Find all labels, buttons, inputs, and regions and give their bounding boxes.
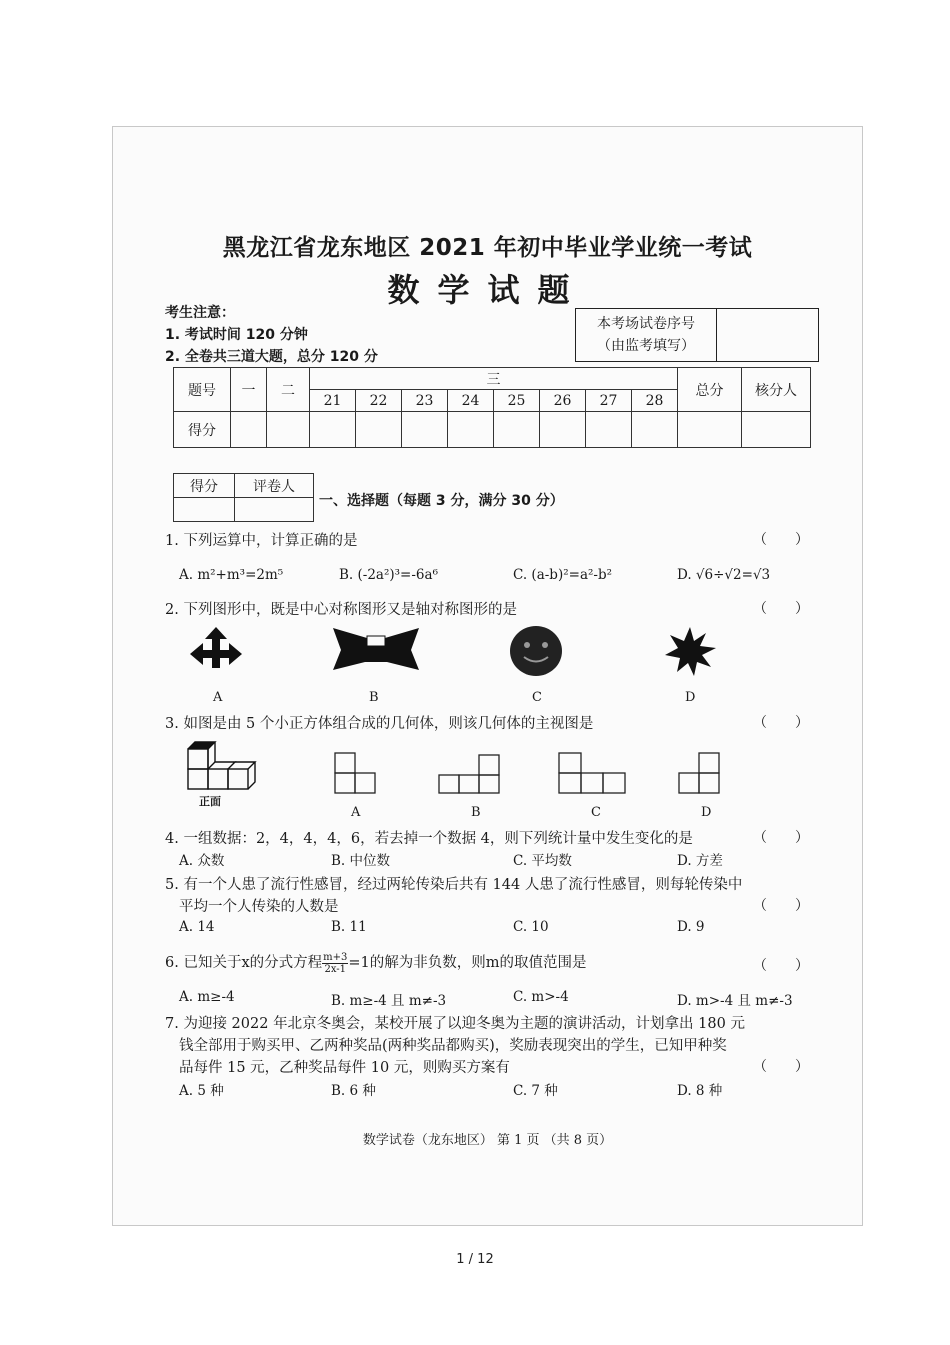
- question-stem: 3. 如图是由 5 个小正方体组合成的几何体，则该几何体的主视图是: [165, 716, 594, 732]
- figure-label: B: [471, 805, 481, 820]
- seat-number-box: [575, 308, 819, 362]
- table-header-cell: 27: [586, 390, 632, 412]
- table-header-cell: 28: [632, 390, 678, 412]
- table-header-cell: 三: [310, 368, 678, 390]
- option-c: C. (a-b)²=a²-b²: [513, 567, 613, 583]
- figure-label: D: [685, 690, 696, 705]
- bow-ribbon-figure: [331, 624, 421, 676]
- answer-bracket: （ ）: [753, 1059, 809, 1075]
- grader-reviewer-label: 评卷人: [235, 474, 314, 498]
- score-cell: [356, 412, 402, 448]
- view-option-b-figure: [437, 751, 507, 795]
- score-cell: [494, 412, 540, 448]
- option-b: B. m≥-4 且 m≠-3: [331, 993, 447, 1009]
- option-b: B. 中位数: [331, 853, 391, 869]
- option-a: A. m²+m³=2m⁵: [179, 567, 284, 583]
- option-d: D. m>-4 且 m≠-3: [677, 993, 793, 1009]
- grader-reviewer-cell: [235, 498, 314, 522]
- figure-label: A: [351, 805, 361, 820]
- table-header-cell: 题号: [174, 368, 231, 412]
- subject-title: 数学试题: [387, 271, 588, 309]
- score-cell: [267, 412, 310, 448]
- table-header-cell: 24: [448, 390, 494, 412]
- table-header-cell: 23: [402, 390, 448, 412]
- table-header-cell: 21: [310, 390, 356, 412]
- cube-solid-figure: [185, 737, 277, 797]
- table-row-label: 得分: [174, 412, 231, 448]
- notice-item: 1. 考试时间 120 分钟: [165, 327, 308, 343]
- score-cell: [678, 412, 742, 448]
- seat-number-label: 本考场试卷序号 （由监考填写）: [576, 309, 717, 361]
- score-cell: [632, 412, 678, 448]
- question-stem: 5. 有一个人患了流行性感冒，经过两轮传染后共有 144 人患了流行性感冒，则每轮传染中: [165, 877, 743, 893]
- page-indicator: 1 / 12: [456, 1252, 494, 1267]
- figure-label: B: [369, 690, 379, 705]
- table-header-cell: 22: [356, 390, 402, 412]
- answer-bracket: （ ）: [753, 715, 809, 731]
- score-cell: [231, 412, 267, 448]
- option-d: D. 8 种: [677, 1083, 723, 1099]
- score-cell: [448, 412, 494, 448]
- option-c: C. 10: [513, 919, 549, 935]
- option-d: D. 9: [677, 919, 705, 935]
- option-a: A. 5 种: [179, 1083, 224, 1099]
- exam-title: 黑龙江省龙东地区 2021 年初中毕业学业统一考试: [222, 235, 753, 261]
- page-footer: 数学试卷（龙东地区） 第 1 页 （共 8 页）: [362, 1133, 613, 1148]
- fraction: $\frac{m+3}{2x-1}$: [323, 951, 348, 975]
- figure-label: D: [701, 805, 712, 820]
- answer-bracket: （ ）: [753, 601, 809, 617]
- option-a: A. 14: [179, 919, 215, 935]
- notice-heading: 考生注意：: [165, 305, 235, 321]
- figure-label: A: [213, 690, 223, 705]
- option-b: B. (-2a²)³=-6a⁶: [339, 567, 438, 583]
- answer-bracket: （ ）: [753, 958, 809, 974]
- score-table: [173, 367, 811, 448]
- notice-item: 2. 全卷共三道大题，总分 120 分: [165, 349, 378, 365]
- score-cell: [310, 412, 356, 448]
- question-stem-cont: 钱全部用于购买甲、乙两种奖品(两种奖品都购买)，奖励表现突出的学生，已知甲种奖: [179, 1038, 727, 1054]
- table-header-cell: 26: [540, 390, 586, 412]
- option-c: C. 7 种: [513, 1083, 558, 1099]
- score-cell: [540, 412, 586, 448]
- grader-box: [173, 473, 314, 522]
- answer-bracket: （ ）: [753, 532, 809, 548]
- grader-score-label: 得分: [174, 474, 235, 498]
- option-b: B. 11: [331, 919, 367, 935]
- answer-bracket: （ ）: [753, 898, 809, 914]
- grader-score-cell: [174, 498, 235, 522]
- option-a: A. 众数: [179, 853, 225, 869]
- table-header-cell: 一: [231, 368, 267, 412]
- table-header-cell: 25: [494, 390, 540, 412]
- star-burst-figure: [661, 624, 719, 678]
- arrow-cross-figure: [185, 624, 247, 680]
- question-stem: 1. 下列运算中，计算正确的是: [165, 533, 358, 549]
- section-heading: 一、选择题（每题 3 分，满分 30 分）: [319, 493, 564, 509]
- question-stem: 7. 为迎接 2022 年北京冬奥会，某校开展了以迎冬奥为主题的演讲活动，计划拿出 180 元: [165, 1016, 745, 1032]
- table-header-cell: 二: [267, 368, 310, 412]
- question-stem: 2. 下列图形中，既是中心对称图形又是轴对称图形的是: [165, 602, 517, 618]
- question-stem-cont: 平均一个人传染的人数是: [179, 899, 339, 915]
- score-cell: [586, 412, 632, 448]
- question-stem-cont: 品每件 15 元，乙种奖品每件 10 元，则购买方案有: [179, 1060, 510, 1076]
- figure-label: C: [591, 805, 601, 820]
- question-stem: 4. 一组数据：2，4，4，4，6，若去掉一个数据 4，则下列统计量中发生变化的是: [165, 831, 693, 847]
- option-d: D. √6÷√2=√3: [677, 567, 771, 583]
- answer-bracket: （ ）: [753, 830, 809, 846]
- view-option-a-figure: [333, 751, 383, 795]
- exam-page: [112, 126, 863, 1226]
- table-header-cell: 核分人: [742, 368, 811, 412]
- view-option-c-figure: [557, 751, 629, 795]
- option-b: B. 6 种: [331, 1083, 376, 1099]
- view-option-d-figure: [677, 751, 727, 795]
- option-a: A. m≥-4: [179, 989, 235, 1005]
- score-cell: [742, 412, 811, 448]
- option-c: C. m>-4: [513, 989, 569, 1005]
- option-d: D. 方差: [677, 853, 723, 869]
- score-cell: [402, 412, 448, 448]
- figure-label: C: [532, 690, 542, 705]
- option-c: C. 平均数: [513, 853, 572, 869]
- table-header-cell: 总分: [678, 368, 742, 412]
- question-stem: 6. 已知关于x的分式方程 $\frac{m+3}{2x-1}$ =1的解为非负数，则m的取值范围是: [165, 951, 587, 975]
- smiley-face-figure: [507, 624, 565, 678]
- front-view-label: 正面: [199, 795, 221, 808]
